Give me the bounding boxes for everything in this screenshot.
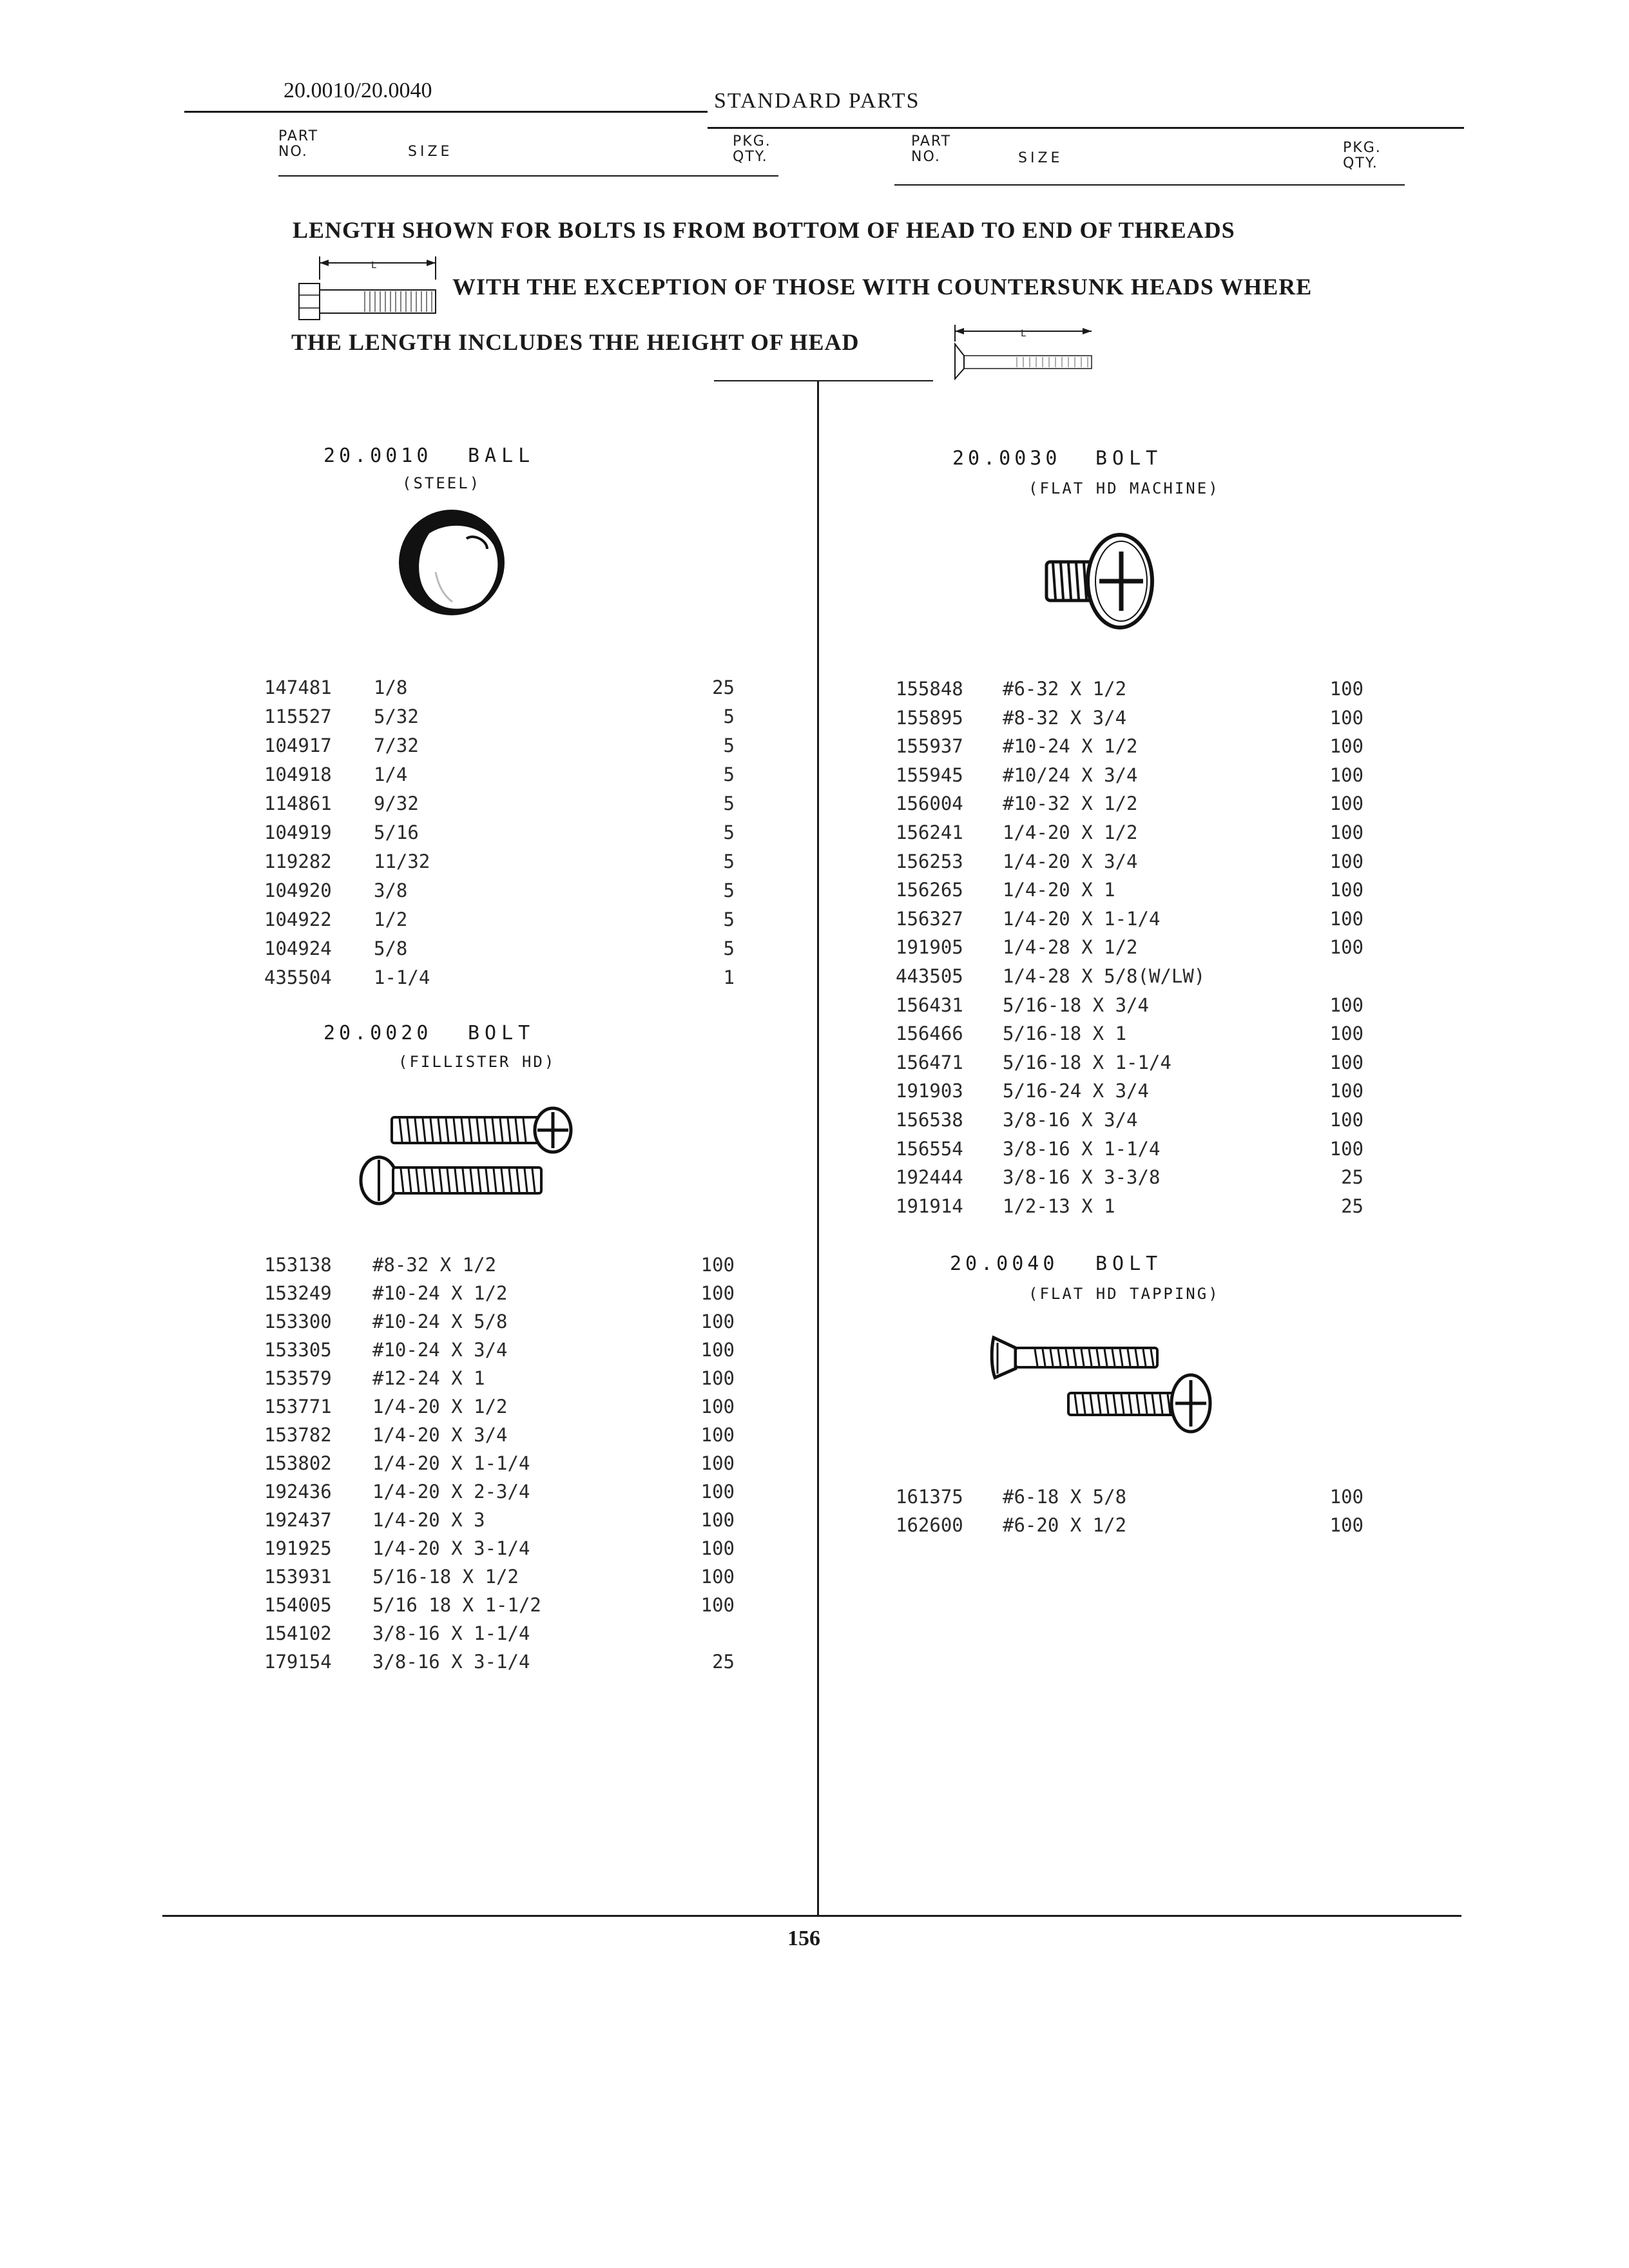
pkg-qty: 100 — [1329, 1023, 1364, 1045]
part-size: 1/4-20 X 1/2 — [372, 1396, 508, 1418]
part-size: #10-32 X 1/2 — [1003, 793, 1138, 815]
col-pkg-right: PKG. QTY. — [1343, 140, 1382, 171]
part-number: 153579 — [264, 1367, 332, 1389]
intro-line-2: WITH THE EXCEPTION OF THOSE WITH COUNTERSUNK HEADS WHERE — [452, 274, 1313, 300]
pkg-qty: 100 — [1329, 907, 1364, 930]
part-size: 1/2-13 X 1 — [1003, 1195, 1115, 1217]
part-size: #6-32 X 1/2 — [1003, 678, 1127, 700]
pkg-qty: 100 — [700, 1537, 735, 1559]
part-size: 3/8-16 X 1-1/4 — [1003, 1137, 1161, 1160]
pkg-qty: 100 — [700, 1282, 735, 1304]
flat-machine-sub: (FLAT HD MACHINE) — [1028, 479, 1220, 497]
part-size: 3/8-16 X 3-3/8 — [1003, 1166, 1161, 1189]
pkg-qty: 25 — [1341, 1166, 1364, 1189]
part-size: #6-18 X 5/8 — [1003, 1486, 1127, 1508]
col-header-rule-left — [278, 175, 778, 177]
pkg-qty: 5 — [723, 706, 735, 727]
part-number: 155945 — [896, 764, 963, 786]
steel-ball-illustration — [390, 508, 513, 617]
part-size: 5/16-24 X 3/4 — [1003, 1080, 1149, 1102]
page-title: STANDARD PARTS — [714, 89, 920, 113]
pkg-qty: 100 — [1329, 879, 1364, 901]
part-size: 1/4-28 X 1/2 — [1003, 936, 1138, 959]
countersunk-length-diagram — [946, 322, 1101, 380]
pkg-qty: 5 — [723, 850, 735, 872]
part-size: 3/8-16 X 3/4 — [1003, 1109, 1138, 1131]
part-number: 153771 — [264, 1396, 332, 1418]
part-size: 1/4-20 X 1-1/4 — [372, 1452, 530, 1474]
part-size: 1/4-20 X 3-1/4 — [372, 1537, 530, 1559]
part-number: 161375 — [896, 1486, 963, 1508]
flat-tapping-bolt-illustration — [990, 1329, 1215, 1438]
intro-line-3: THE LENGTH INCLUDES THE HEIGHT OF HEAD — [291, 329, 860, 355]
column-divider — [817, 380, 819, 1916]
pkg-qty: 100 — [1329, 678, 1364, 700]
part-size: #6-20 X 1/2 — [1003, 1514, 1127, 1536]
part-number: 153931 — [264, 1566, 332, 1588]
pkg-qty: 100 — [1329, 822, 1364, 843]
col-header-rule-right — [894, 184, 1405, 186]
part-number: 156431 — [896, 994, 963, 1016]
dim-label-2: L — [1021, 329, 1026, 339]
part-number: 156253 — [896, 850, 963, 872]
pkg-qty: 5 — [723, 793, 735, 814]
dim-label: L — [371, 260, 376, 271]
pkg-qty: 100 — [1329, 1080, 1364, 1102]
part-number: 156471 — [896, 1051, 963, 1073]
part-number: 104919 — [264, 822, 332, 843]
page-number: 156 — [787, 1927, 820, 1950]
part-number: 153305 — [264, 1339, 332, 1361]
col-pkg-left: PKG. QTY. — [733, 133, 771, 165]
pkg-qty: 5 — [723, 764, 735, 785]
part-number: 114861 — [264, 793, 332, 814]
part-number: 156327 — [896, 907, 963, 930]
pkg-qty: 100 — [700, 1254, 735, 1276]
part-size: 1/4-20 X 2-3/4 — [372, 1481, 530, 1503]
part-size: #10-24 X 1/2 — [372, 1282, 508, 1304]
part-size: 3/8-16 X 1-1/4 — [372, 1622, 530, 1644]
col-size-right: SIZE — [1018, 150, 1063, 166]
part-number: 179154 — [264, 1651, 332, 1673]
part-number: 443505 — [896, 965, 963, 987]
header-rule-left — [184, 111, 708, 113]
part-size: 3/8-16 X 3-1/4 — [372, 1651, 530, 1673]
part-number: 192437 — [264, 1509, 332, 1531]
part-number: 156265 — [896, 879, 963, 901]
pkg-qty: 5 — [723, 937, 735, 959]
header-rule-right — [708, 127, 1464, 129]
part-number: 156466 — [896, 1023, 963, 1045]
part-number: 435504 — [264, 966, 332, 988]
part-number: 104918 — [264, 764, 332, 785]
part-size: 5/16-18 X 1-1/4 — [1003, 1051, 1171, 1073]
part-number: 156004 — [896, 793, 963, 815]
pkg-qty: 100 — [1329, 764, 1364, 786]
part-size: 1/4-20 X 3/4 — [1003, 850, 1138, 872]
flat-tapping-sub: (FLAT HD TAPPING) — [1028, 1285, 1220, 1303]
intro-line-1: LENGTH SHOWN FOR BOLTS IS FROM BOTTOM OF HEAD TO END OF THREADS — [293, 217, 1235, 243]
part-size: 1/4-20 X 1/2 — [1003, 822, 1138, 843]
flat-machine-name: BOLT — [1095, 447, 1163, 470]
pkg-qty: 100 — [1329, 1109, 1364, 1131]
pkg-qty: 25 — [712, 1651, 735, 1673]
flat-machine-bolt-illustration — [1037, 526, 1160, 635]
part-size: #8-32 X 1/2 — [372, 1254, 497, 1276]
part-number: 119282 — [264, 850, 332, 872]
pkg-qty: 100 — [700, 1424, 735, 1446]
pkg-qty: 1 — [723, 966, 735, 988]
part-number: 191925 — [264, 1537, 332, 1559]
pkg-qty: 100 — [1329, 793, 1364, 815]
part-number: 162600 — [896, 1514, 963, 1536]
part-number: 153249 — [264, 1282, 332, 1304]
fillister-name: BOLT — [468, 1022, 535, 1044]
pkg-qty: 5 — [723, 822, 735, 843]
part-size: 5/8 — [374, 937, 408, 959]
part-size: 5/16-18 X 1 — [1003, 1023, 1127, 1045]
part-number: 156538 — [896, 1109, 963, 1131]
pkg-qty: 100 — [1329, 735, 1364, 758]
pkg-qty: 5 — [723, 735, 735, 756]
pkg-qty: 25 — [712, 677, 735, 698]
pkg-qty: 100 — [700, 1452, 735, 1474]
flat-machine-code: 20.0030 — [952, 447, 1061, 470]
part-size: 1/4-28 X 5/8(W/LW) — [1003, 965, 1206, 987]
pkg-qty: 5 — [723, 908, 735, 930]
part-size: 5/16-18 X 1/2 — [372, 1566, 519, 1588]
part-number: 155848 — [896, 678, 963, 700]
part-number: 104922 — [264, 908, 332, 930]
part-size: #12-24 X 1 — [372, 1367, 485, 1389]
part-number: 153802 — [264, 1452, 332, 1474]
part-size: 9/32 — [374, 793, 419, 814]
pkg-qty: 100 — [1329, 936, 1364, 959]
part-number: 156241 — [896, 822, 963, 843]
part-number: 153782 — [264, 1424, 332, 1446]
part-number: 104924 — [264, 937, 332, 959]
header-code: 20.0010/20.0040 — [284, 79, 432, 102]
part-size: 5/16 — [374, 822, 419, 843]
part-number: 155937 — [896, 735, 963, 758]
pkg-qty: 100 — [1329, 706, 1364, 729]
part-size: 1/2 — [374, 908, 408, 930]
col-part-no-left: PART NO. — [278, 128, 319, 160]
part-size: 11/32 — [374, 850, 430, 872]
fillister-sub: (FILLISTER HD) — [398, 1053, 556, 1071]
pkg-qty: 100 — [700, 1566, 735, 1588]
flat-tapping-name: BOLT — [1095, 1253, 1163, 1275]
pkg-qty: 100 — [700, 1396, 735, 1418]
part-size: 1/4-20 X 3 — [372, 1509, 485, 1531]
part-number: 104920 — [264, 879, 332, 901]
col-part-no-right: PART NO. — [911, 133, 952, 165]
part-size: #10-24 X 5/8 — [372, 1311, 508, 1332]
pkg-qty: 100 — [1329, 850, 1364, 872]
pkg-qty: 100 — [1329, 1051, 1364, 1073]
part-size: #10-24 X 3/4 — [372, 1339, 508, 1361]
part-size: 1/4 — [374, 764, 408, 785]
part-size: 1/4-20 X 1-1/4 — [1003, 907, 1161, 930]
ball-code: 20.0010 — [323, 445, 432, 467]
part-number: 192444 — [896, 1166, 963, 1189]
flat-tapping-code: 20.0040 — [950, 1253, 1059, 1275]
part-size: #10-24 X 1/2 — [1003, 735, 1138, 758]
pkg-qty: 100 — [700, 1481, 735, 1503]
part-size: 1/8 — [374, 677, 408, 698]
part-size: #10/24 X 3/4 — [1003, 764, 1138, 786]
ball-sub: (STEEL) — [402, 474, 481, 492]
ball-name: BALL — [468, 445, 535, 467]
part-size: #8-32 X 3/4 — [1003, 706, 1127, 729]
part-size: 3/8 — [374, 879, 408, 901]
part-size: 5/32 — [374, 706, 419, 727]
part-number: 147481 — [264, 677, 332, 698]
pkg-qty: 100 — [700, 1367, 735, 1389]
part-number: 192436 — [264, 1481, 332, 1503]
fillister-bolt-illustration — [348, 1095, 580, 1218]
part-size: 1/4-20 X 1 — [1003, 879, 1115, 901]
col-size-left: SIZE — [408, 144, 453, 160]
part-number: 155895 — [896, 706, 963, 729]
part-number: 153138 — [264, 1254, 332, 1276]
part-number: 191905 — [896, 936, 963, 959]
bolt-length-diagram — [294, 254, 442, 331]
pkg-qty: 100 — [1329, 1137, 1364, 1160]
part-number: 154005 — [264, 1594, 332, 1616]
part-size: 5/16 18 X 1-1/2 — [372, 1594, 541, 1616]
part-size: 1/4-20 X 3/4 — [372, 1424, 508, 1446]
part-number: 191903 — [896, 1080, 963, 1102]
part-number: 115527 — [264, 706, 332, 727]
part-number: 104917 — [264, 735, 332, 756]
part-number: 153300 — [264, 1311, 332, 1332]
pkg-qty: 100 — [700, 1339, 735, 1361]
pkg-qty: 100 — [1329, 1486, 1364, 1508]
pkg-qty: 100 — [1329, 994, 1364, 1016]
footer-rule — [162, 1915, 1461, 1917]
pkg-qty: 100 — [1329, 1514, 1364, 1536]
part-number: 156554 — [896, 1137, 963, 1160]
part-size: 1-1/4 — [374, 966, 430, 988]
intro-rule — [714, 380, 933, 381]
pkg-qty: 100 — [700, 1594, 735, 1616]
part-number: 191914 — [896, 1195, 963, 1217]
fillister-code: 20.0020 — [323, 1022, 432, 1044]
pkg-qty: 100 — [700, 1509, 735, 1531]
part-size: 7/32 — [374, 735, 419, 756]
part-size: 5/16-18 X 3/4 — [1003, 994, 1149, 1016]
pkg-qty: 25 — [1341, 1195, 1364, 1217]
part-number: 154102 — [264, 1622, 332, 1644]
pkg-qty: 100 — [700, 1311, 735, 1332]
pkg-qty: 5 — [723, 879, 735, 901]
